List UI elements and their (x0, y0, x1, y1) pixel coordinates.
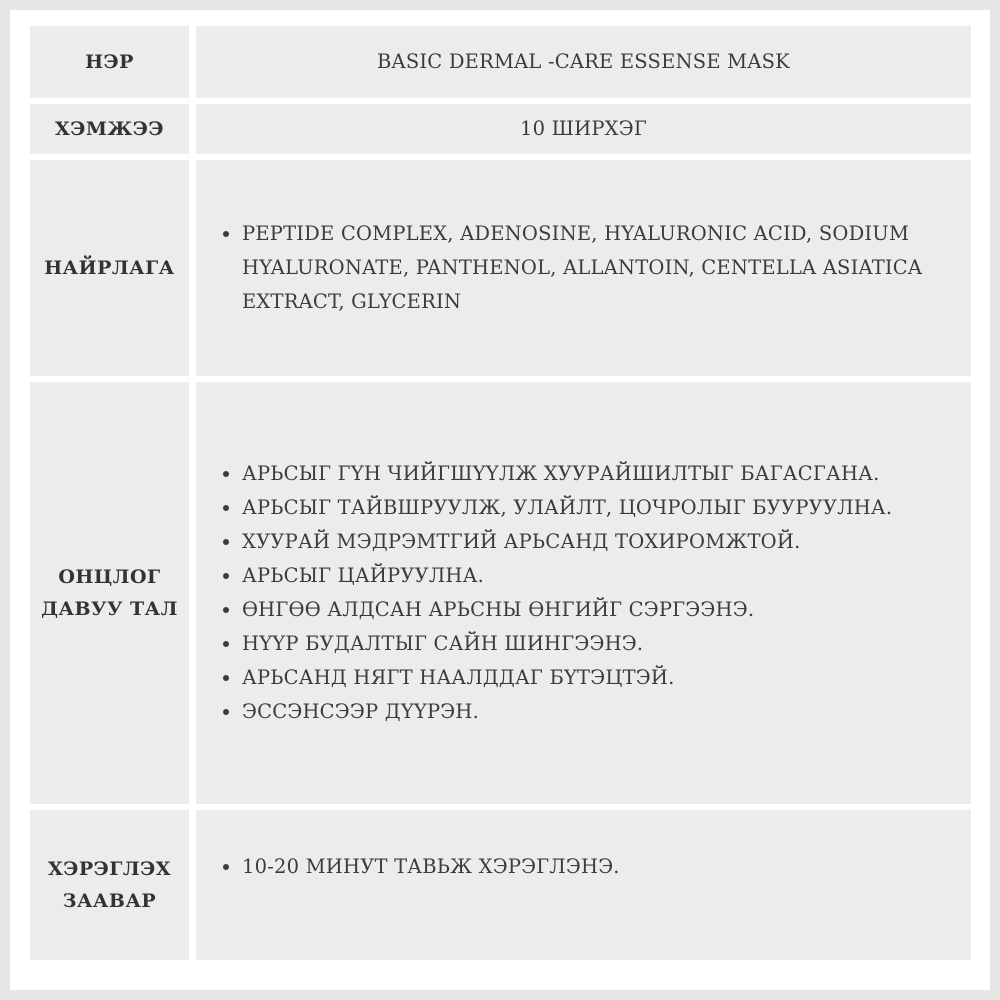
list-item: • PEPTIDE COMPLEX, ADENOSINE, HYALURONIC ACID, SODIUM HYALURONATE, PANTHENOL, ALLANTOIN, CENTELLA ASIATICA EXTRACT, GLYCERIN (242, 217, 965, 319)
name-label-cell (30, 26, 189, 98)
ingredients-list (196, 217, 971, 319)
quantity-label: ХЭМЖЭЭ (54, 118, 165, 140)
list-item: • АРЬСЫГ ЦАЙРУУЛНА. (242, 559, 892, 593)
ingredients-label-cell (30, 160, 189, 376)
quantity-label-cell (30, 104, 189, 154)
benefits-label-cell (30, 382, 189, 804)
quantity-value: 10 ШИРХЭГ (520, 117, 647, 140)
list-item: • 10-20 МИНУТ ТАВЬЖ ХЭРЭГЛЭНЭ. (242, 850, 620, 884)
ingredients-label: НАЙРЛАГА (44, 257, 175, 279)
benefits-label-line1: ОНЦЛОГ (58, 566, 161, 588)
name-value-cell (196, 26, 971, 98)
list-item: • ӨНГӨӨ АЛДСАН АРЬСНЫ ӨНГИЙГ СЭРГЭЭНЭ. (242, 593, 892, 627)
usage-label-cell (30, 810, 189, 960)
name-value: BASIC DERMAL -CARE ESSENSE MASK (377, 50, 790, 73)
usage-list (196, 850, 626, 884)
quantity-value-cell (196, 104, 971, 154)
usage-value-cell (196, 810, 971, 960)
usage-label-line1: ХЭРЭГЛЭХ (47, 858, 172, 880)
usage-label-line2: ЗААВАР (62, 890, 157, 912)
list-item: • АРЬСЫГ ТАЙВШРУУЛЖ, УЛАЙЛТ, ЦОЧРОЛЫГ БУУРУУЛНА. (242, 491, 892, 525)
benefits-label-line2: ДАВУУ ТАЛ (41, 598, 178, 620)
list-item: • АРЬСАНД НЯГТ НААЛДДАГ БҮТЭЦТЭЙ. (242, 661, 892, 695)
list-item: • ЭССЭНСЭЭР ДҮҮРЭН. (242, 695, 892, 729)
benefits-value-cell (196, 382, 971, 804)
name-label: НЭР (85, 51, 134, 73)
list-item: • НҮҮР БУДАЛТЫГ САЙН ШИНГЭЭНЭ. (242, 627, 892, 661)
list-item: • АРЬСЫГ ГҮН ЧИЙГШҮҮЛЖ ХУУРАЙШИЛТЫГ БАГАСГАНА. (242, 457, 892, 491)
benefits-list (196, 457, 898, 729)
list-item: • ХУУРАЙ МЭДРЭМТГИЙ АРЬСАНД ТОХИРОМЖТОЙ. (242, 525, 892, 559)
ingredients-value-cell (196, 160, 971, 376)
